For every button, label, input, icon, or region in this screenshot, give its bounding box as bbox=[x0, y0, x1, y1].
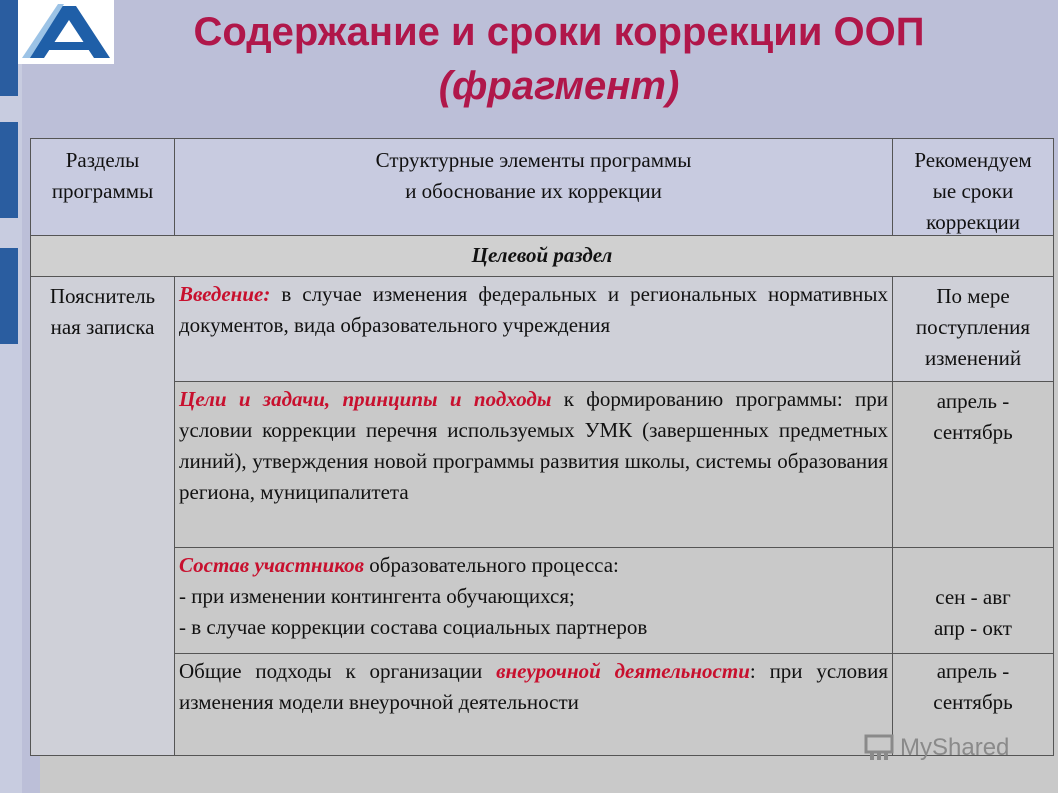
left-strip bbox=[0, 0, 22, 793]
term-cell: апрель - сентябрь bbox=[892, 381, 1054, 548]
table-row: Состав участников образовательного процесса: - при изменении контингента обучающихся; - в случае коррекции состава социальных партнеров bbox=[174, 547, 893, 654]
slide-subtitle: (фрагмент) bbox=[438, 64, 680, 108]
header-col-elements: Структурные элементы программы и обоснование их коррекции bbox=[174, 138, 893, 236]
header-col-sections: Разделы программы bbox=[30, 138, 175, 236]
table-row: Введение: в случае изменения федеральных и региональных нормативных документов, вида образовательного учреждения bbox=[174, 276, 893, 382]
header-col-terms: Рекомендуем ые сроки коррекции bbox=[892, 138, 1054, 236]
row-label: Пояснитель ная записка bbox=[30, 276, 175, 756]
term-cell: По мере поступления изменений bbox=[892, 276, 1054, 382]
section-title: Целевой раздел bbox=[30, 235, 1054, 277]
slide-title: Содержание и сроки коррекции ООП bbox=[193, 10, 925, 54]
table-row: Цели и задачи, принципы и подходы к формированию программы: при условии коррекции перечня используемых УМК (завершенных предметных линий), утверждения новой программы развития школы, системы образования региона, муниципалитета bbox=[174, 381, 893, 548]
table-row: Общие подходы к организации внеурочной деятельности: при условия изменения модели внеурочной деятельности bbox=[174, 653, 893, 756]
accent-bar bbox=[0, 122, 18, 218]
term-cell: сен - авг апр - окт bbox=[892, 547, 1054, 654]
watermark: MyShared bbox=[864, 728, 1034, 768]
correction-table bbox=[30, 138, 1054, 756]
term-cell: апрель - сентябрь bbox=[892, 653, 1054, 756]
presentation-icon bbox=[864, 732, 894, 762]
accent-bar bbox=[0, 248, 18, 344]
